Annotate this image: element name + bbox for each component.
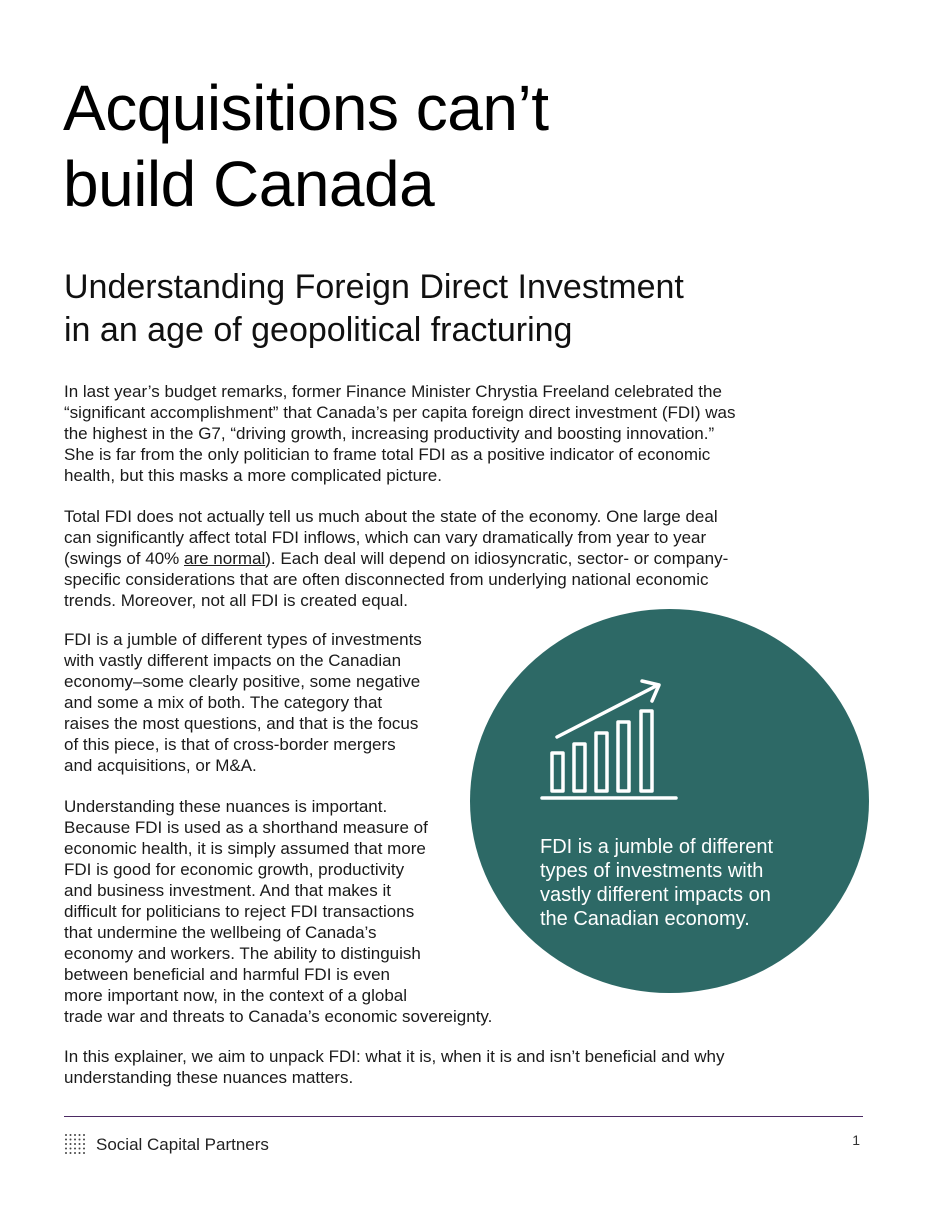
text-line: can significantly affect total FDI inflows, which can vary dramatically from year to year bbox=[64, 528, 707, 547]
paragraph-intro bbox=[64, 381, 735, 486]
text-line: FDI is a jumble of different types of investments bbox=[64, 630, 422, 649]
text-line: of this piece, is that of cross-border mergers bbox=[64, 735, 396, 754]
text-line: the highest in the G7, “driving growth, increasing productivity and boosting innovation.” bbox=[64, 424, 715, 443]
text-line: and business investment. And that makes it bbox=[64, 881, 391, 900]
are-normal-link[interactable]: are normal bbox=[184, 549, 266, 568]
growth-chart-icon bbox=[538, 677, 688, 807]
text-line: Because FDI is used as a shorthand measure of bbox=[64, 818, 428, 837]
text-line: difficult for politicians to reject FDI transactions bbox=[64, 902, 415, 921]
subtitle-line: in an age of geopolitical fracturing bbox=[64, 311, 573, 349]
text-line: Understanding these nuances is important. bbox=[64, 797, 388, 816]
callout-circle bbox=[470, 609, 869, 993]
text-line: In last year’s budget remarks, former Finance Minister Chrystia Freeland celebrated the bbox=[64, 382, 722, 401]
text-line: Total FDI does not actually tell us much about the state of the economy. One large deal bbox=[64, 507, 718, 526]
paragraph-total-fdi bbox=[64, 506, 728, 611]
footer-divider bbox=[64, 1116, 863, 1117]
dot-grid-logo-icon bbox=[64, 1133, 86, 1155]
text-line: understanding these nuances matters. bbox=[64, 1068, 354, 1087]
text-fragment: (swings of 40% bbox=[64, 549, 184, 568]
text-line: trade war and threats to Canada’s economic sovereignty. bbox=[64, 1007, 493, 1026]
title-line: build Canada bbox=[63, 148, 435, 220]
text-line: In this explainer, we aim to unpack FDI: what it is, when it is and isn’t beneficial and why bbox=[64, 1047, 725, 1066]
page-subtitle bbox=[64, 266, 844, 352]
text-line: economic health, it is simply assumed that more bbox=[64, 839, 426, 858]
callout-line: vastly different impacts on bbox=[540, 884, 771, 906]
callout-line: FDI is a jumble of different bbox=[540, 836, 774, 858]
text-line bbox=[64, 548, 728, 569]
text-line: and acquisitions, or M&A. bbox=[64, 756, 257, 775]
callout-line: types of investments with bbox=[540, 860, 764, 882]
text-line: economy–some clearly positive, some negative bbox=[64, 672, 421, 691]
paragraph-jumble bbox=[64, 629, 422, 776]
callout-line: the Canadian economy. bbox=[540, 908, 750, 930]
text-line: between beneficial and harmful FDI is even bbox=[64, 965, 391, 984]
text-line: more important now, in the context of a global bbox=[64, 986, 408, 1005]
title-line: Acquisitions can’t bbox=[63, 72, 549, 144]
paragraph-nuances bbox=[64, 796, 492, 1027]
text-line: raises the most questions, and that is the focus bbox=[64, 714, 419, 733]
page-title bbox=[63, 70, 823, 222]
text-line: trends. Moreover, not all FDI is created equal. bbox=[64, 591, 408, 610]
text-line: and some a mix of both. The category that bbox=[64, 693, 383, 712]
paragraph-explainer bbox=[64, 1046, 725, 1088]
footer-brand: Social Capital Partners bbox=[96, 1135, 269, 1154]
text-line: economy and workers. The ability to distinguish bbox=[64, 944, 421, 963]
text-fragment: ). Each deal will depend on idiosyncratic, sector- or company- bbox=[265, 549, 729, 568]
callout-text bbox=[540, 835, 773, 931]
text-line: that undermine the wellbeing of Canada’s bbox=[64, 923, 377, 942]
page-number: 1 bbox=[852, 1132, 860, 1148]
text-line: “significant accomplishment” that Canada’s per capita foreign direct investment (FDI) was bbox=[64, 403, 736, 422]
text-line: She is far from the only politician to frame total FDI as a positive indicator of economic bbox=[64, 445, 711, 464]
text-line: specific considerations that are often disconnected from underlying national economic bbox=[64, 570, 709, 589]
text-line: FDI is good for economic growth, productivity bbox=[64, 860, 405, 879]
text-line: with vastly different impacts on the Canadian bbox=[64, 651, 402, 670]
subtitle-line: Understanding Foreign Direct Investment bbox=[64, 268, 684, 306]
text-line: health, but this masks a more complicated picture. bbox=[64, 466, 442, 485]
